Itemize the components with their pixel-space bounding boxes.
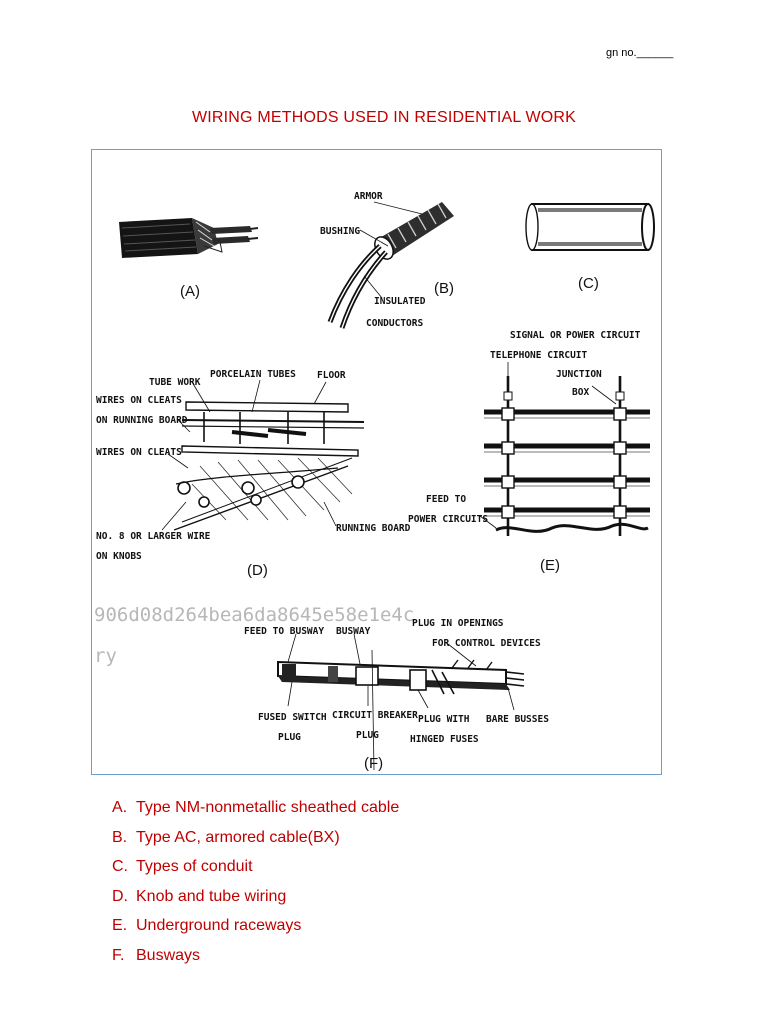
panel-b-armored-cable — [320, 191, 454, 329]
plug-with-label: PLUG WITH — [418, 714, 470, 725]
legend-text: Busways — [136, 946, 201, 964]
wires-on-cleats-running-board-label: WIRES ON CLEATS — [96, 395, 182, 406]
control-devices-label: FOR CONTROL DEVICES — [432, 638, 541, 649]
panel-e-caption: (E) — [540, 557, 560, 574]
legend-item-d — [112, 882, 399, 912]
circuit-breaker-label: CIRCUIT BREAKER — [332, 710, 418, 721]
no8-wire-label: NO. 8 OR LARGER WIRE — [96, 531, 211, 542]
panel-c-conduit — [526, 204, 654, 292]
fused-switch-plug-label: PLUG — [278, 732, 301, 743]
legend-item-f — [112, 941, 399, 971]
panel-f-busways — [244, 618, 549, 772]
circuit-breaker-plug-label: PLUG — [356, 730, 379, 741]
busway-label: BUSWAY — [336, 626, 371, 637]
bushing-label: BUSHING — [320, 226, 361, 237]
wires-on-cleats-label: WIRES ON CLEATS — [96, 447, 182, 458]
panel-e-underground-raceways — [408, 330, 650, 574]
panel-d-caption: (D) — [247, 562, 268, 579]
legend-text: Underground raceways — [136, 917, 302, 934]
armor-label: ARMOR — [354, 191, 383, 202]
feed-to-busway-label: FEED TO BUSWAY — [244, 626, 325, 637]
power-circuit-label: POWER CIRCUIT — [566, 330, 641, 341]
legend-text: Types of conduit — [136, 858, 253, 875]
running-board-label-line: ON RUNNING BOARD — [96, 415, 188, 426]
wiring-methods-figure — [91, 149, 662, 775]
wiring-methods-legend — [112, 793, 399, 970]
bare-busses-label: BARE BUSSES — [486, 714, 549, 725]
legend-letter: D. — [112, 887, 128, 905]
legend-item-a — [112, 793, 399, 823]
legend-item-b — [112, 823, 399, 853]
conductors-label: CONDUCTORS — [366, 318, 424, 329]
panel-a-nm-cable — [119, 218, 258, 300]
legend-item-e — [112, 911, 399, 941]
legend-letter: B. — [112, 828, 128, 846]
panel-b-caption: (B) — [434, 280, 454, 297]
page-title: WIRING METHODS USED IN RESIDENTIAL WORK — [191, 109, 577, 126]
panel-a-caption: (A) — [180, 283, 200, 300]
watermark-text: 906d08d264bea6da8645e58e1e4c — [94, 604, 415, 626]
floor-label: FLOOR — [317, 370, 346, 381]
porcelain-tubes-label: PORCELAIN TUBES — [210, 369, 296, 380]
plug-in-openings-label: PLUG IN OPENINGS — [412, 618, 504, 629]
legend-letter: F. — [112, 946, 125, 964]
legend-text: Type NM-nonmetallic sheathed cable — [136, 799, 400, 816]
watermark-text-2: ry — [94, 645, 117, 667]
legend-letter: A. — [112, 799, 128, 816]
junction-label: JUNCTION — [556, 369, 602, 380]
fused-switch-label: FUSED SWITCH — [258, 712, 327, 723]
box-label: BOX — [572, 387, 590, 398]
hinged-fuses-label: HINGED FUSES — [410, 734, 479, 745]
legend-text: Type AC, armored cable(BX) — [136, 828, 340, 846]
signal-or-label: SIGNAL OR — [510, 330, 562, 341]
tube-work-label: TUBE WORK — [149, 377, 201, 388]
panel-d-knob-and-tube — [96, 369, 411, 579]
running-board-label: RUNNING BOARD — [336, 523, 411, 534]
power-circuits-label: POWER CIRCUITS — [408, 514, 489, 525]
panel-f-caption: (F) — [364, 755, 384, 772]
telephone-circuit-label: TELEPHONE CIRCUIT — [490, 350, 588, 361]
legend-letter: C. — [112, 858, 128, 875]
on-knobs-label: ON KNOBS — [96, 551, 142, 562]
legend-item-c — [112, 852, 399, 882]
gn-number: gn no.______ — [606, 47, 674, 59]
panel-c-caption: (C) — [578, 275, 599, 292]
insulated-label: INSULATED — [374, 296, 426, 307]
legend-text: Knob and tube wiring — [136, 887, 287, 905]
legend-letter: E. — [112, 917, 128, 934]
feed-to-label: FEED TO — [426, 494, 467, 505]
